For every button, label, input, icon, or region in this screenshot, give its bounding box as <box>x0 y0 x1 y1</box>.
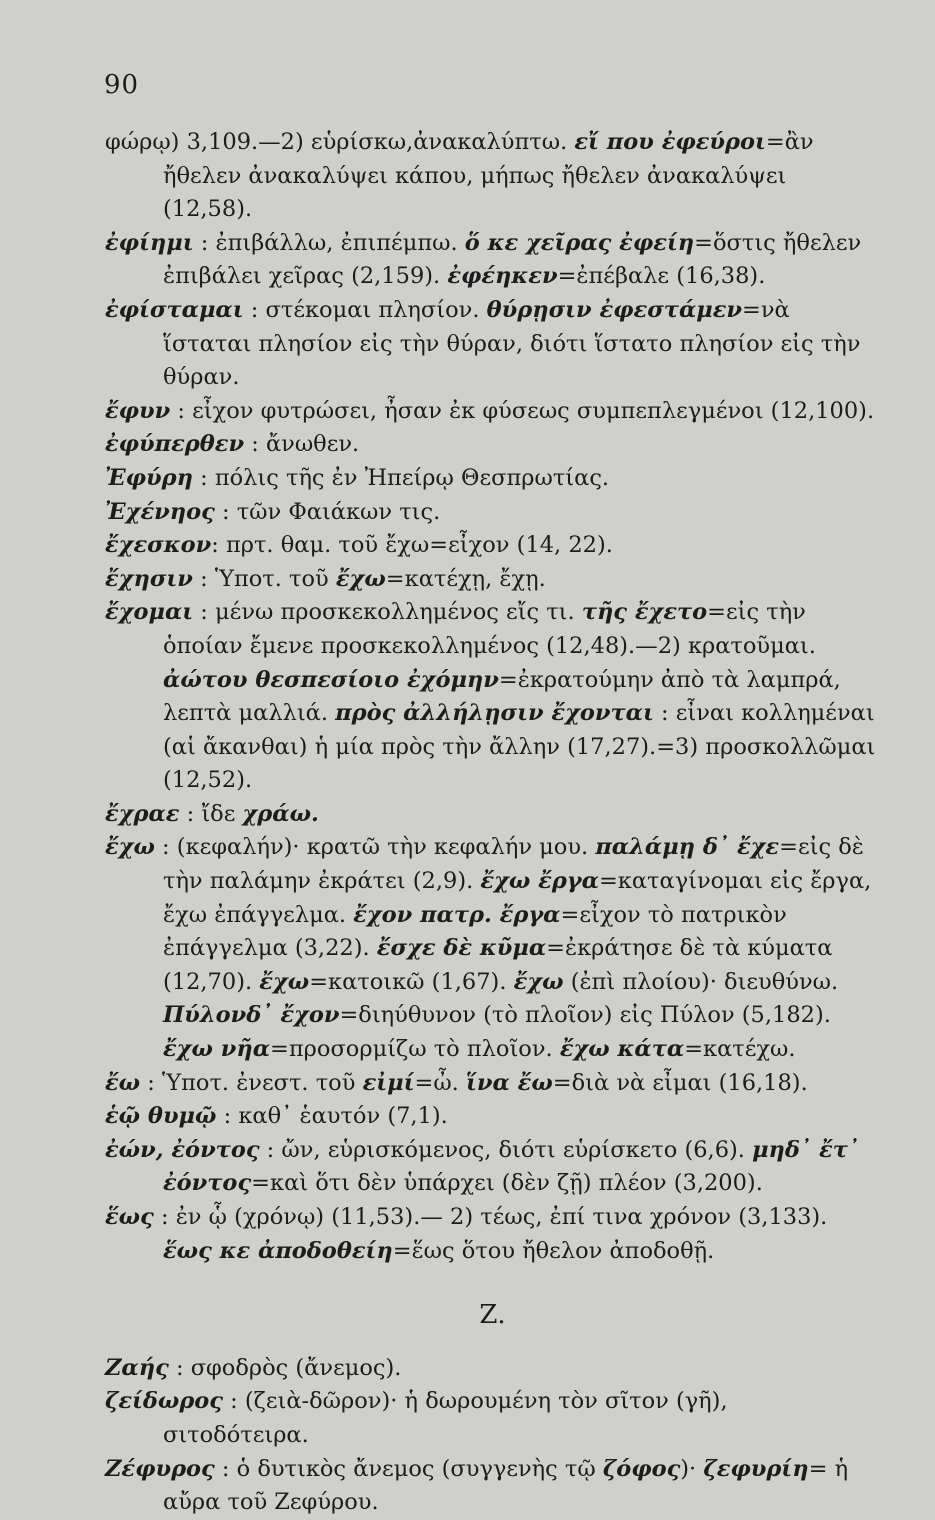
quoted-phrase: ἔχον πατρ. ἔργα <box>353 901 561 928</box>
headword: ἔχω <box>105 834 155 861</box>
definition-text: =νὰ ἵσταται πλησίον εἰς τὴν θύραν, διότι ἵστατο πλησίον εἰς τὴν θύραν. <box>163 296 861 391</box>
dictionary-entry <box>105 798 880 832</box>
definition-text: )· <box>680 1455 704 1482</box>
dictionary-entry <box>105 529 880 563</box>
definition-text: : σφοδρὸς (ἄνεμος). <box>168 1354 402 1381</box>
definition-text: : εἶναι κολλημέναι (αἱ ἄκανθαι) ἡ μία πρὸς τὴν ἄλλην (17,27).=3) προσκολλῶμαι (12,52). <box>163 700 876 794</box>
quoted-phrase: ὅ κε χεῖρας ἐφείη <box>464 229 695 256</box>
headword: Ζέφυρος <box>105 1455 215 1482</box>
definition-text: : τῶν Φαιάκων τις. <box>214 498 441 525</box>
definition-text: =εἰς δὲ τὴν παλάμην ἐκράτει (2,9). <box>163 834 864 895</box>
quoted-phrase: ζεφυρίη <box>703 1455 809 1482</box>
headword: ἐών, ἐόντος <box>105 1136 260 1163</box>
definition-text: =ἐκρατούμην ἀπὸ τὰ λαμπρά, λεπτὰ μαλλιά. <box>163 666 841 727</box>
text-block <box>105 126 880 1520</box>
quoted-phrase: Πύλονδ᾽ ἔχον <box>163 1002 340 1029</box>
headword: Ἐχένηος <box>105 498 215 525</box>
dictionary-entry <box>105 1067 880 1101</box>
headword: ἐφίσταμαι <box>105 296 244 323</box>
definition-text: : ἴδε <box>179 800 243 827</box>
definition-text: =εἰς τὴν ὁποίαν ἔμενε προσκεκολλημένος (12,48).—2) κρατοῦμαι. <box>163 599 816 659</box>
dictionary-entry <box>105 126 880 227</box>
dictionary-entry <box>105 294 880 395</box>
quoted-phrase: ἔχω ἔργα <box>480 868 599 895</box>
quoted-phrase: ἀώτου θεσπεσίοιο ἐχόμην <box>163 666 499 693</box>
headword: ζείδωρος <box>105 1388 223 1415</box>
quoted-phrase: τῆς ἔχετο <box>581 599 708 626</box>
headword: ἐφύπερθεν <box>105 431 245 458</box>
quoted-phrase: ἔχω νῆα <box>163 1036 271 1063</box>
headword: ἔχεσκον <box>105 532 212 559</box>
quoted-phrase: μηδ᾽ ἔτ᾽ ἐόντος <box>163 1136 860 1197</box>
quoted-phrase: ἔχω <box>335 565 386 592</box>
headword: ἔχησιν <box>105 565 193 592</box>
headword: Ζαής <box>105 1354 169 1381</box>
letter-heading: Ζ. <box>479 1300 506 1331</box>
quoted-phrase: ζόφος <box>602 1455 681 1482</box>
quoted-phrase: χράω. <box>242 800 319 827</box>
entries-epsilon <box>105 126 880 1268</box>
definition-text: : πόλις τῆς ἐν Ἠπείρῳ Θεσπρωτίας. <box>192 464 610 491</box>
definition-text: =διὰ νὰ εἶμαι (16,18). <box>552 1069 808 1096</box>
dictionary-entry <box>105 1453 880 1520</box>
dictionary-entry <box>105 496 880 530</box>
definition-text: : ἐν ᾧ (χρόνῳ) (11,53).— 2) τέως, ἐπί τινα χρόνον (3,133). <box>153 1204 828 1230</box>
entries-zeta <box>105 1352 880 1520</box>
quoted-phrase: παλάμῃ δ᾽ ἔχε <box>595 834 780 861</box>
definition-text: =καὶ ὅτι δὲν ὑπάρχει (δὲν ζῇ) πλέον (3,200). <box>251 1170 763 1197</box>
quoted-phrase: ἔχω <box>259 968 310 995</box>
definition-text: =καταγίνομαι εἰς ἔργα, ἔχω ἐπάγγελμα. <box>163 868 872 928</box>
dictionary-entry <box>105 1352 880 1386</box>
quoted-phrase: ἔχω <box>513 968 564 995</box>
definition-text: =κατοικῶ (1,67). <box>309 968 514 995</box>
definition-text: : ἄνωθεν. <box>244 431 360 458</box>
definition-text: =ἕως ὅτου ἤθελον ἀποδοθῇ. <box>392 1237 715 1264</box>
definition-text: =ἐπέβαλε (16,38). <box>557 263 766 290</box>
dictionary-entry <box>105 831 880 1066</box>
definition-text: =ὅστις ἤθελεν ἐπιβάλει χεῖρας (2,159). <box>163 229 862 290</box>
headword: ἔχραε <box>105 800 180 827</box>
definition-text: : ὁ δυτικὸς ἄνεμος (συγγενὴς τῷ <box>214 1455 603 1482</box>
quoted-phrase: ἔσχε δὲ κῦμα <box>376 935 547 962</box>
quoted-phrase: θύρῃσιν ἐφεστάμεν <box>486 296 743 323</box>
headword: ἕως <box>105 1204 154 1230</box>
definition-text: =διηύθυνον (τὸ πλοῖον) εἰς Πύλον (5,182). <box>339 1002 831 1029</box>
dictionary-entry <box>105 227 880 294</box>
definition-text: =κατέχω. <box>684 1036 796 1063</box>
definition-text: : ὤν, εὑρισκόμενος, διότι εὑρίσκετο (6,6). <box>259 1136 753 1163</box>
dictionary-entry <box>105 462 880 496</box>
headword: ἐφίημι <box>105 229 194 256</box>
definition-text: : (ζειὰ-δῶρον)· ἡ δωρουμένη τὸν σῖτον (γῆ), σιτοδότειρα. <box>163 1388 728 1448</box>
dictionary-entry <box>105 1134 880 1201</box>
headword: ἑῷ θυμῷ <box>105 1103 217 1130</box>
dictionary-entry <box>105 563 880 597</box>
dictionary-entry <box>105 596 880 798</box>
quoted-phrase: εἰμί <box>362 1069 415 1096</box>
definition-text: : εἶχον φυτρώσει, ἦσαν ἐκ φύσεως συμπεπλεγμένοι (12,100). <box>170 397 875 424</box>
quoted-phrase: ἕως κε ἀποδοθείη <box>163 1237 393 1264</box>
dictionary-entry <box>105 395 880 429</box>
definition-text: : Ὑποτ. ἐνεστ. τοῦ <box>140 1069 363 1096</box>
definition-text: : (κεφαλήν)· κρατῶ τὴν κεφαλήν μου. <box>154 834 596 861</box>
headword: Ἐφύρη <box>105 464 193 491</box>
definition-text: =ὦ. <box>414 1069 466 1096</box>
definition-text: =προσορμίζω τὸ πλοῖον. <box>270 1036 560 1063</box>
definition-text: : καθ᾽ ἑαυτόν (7,1). <box>216 1103 448 1130</box>
definition-text: : ἐπιβάλλω, ἐπιπέμπω. <box>193 229 465 256</box>
page-number: 90 <box>104 70 140 100</box>
quoted-phrase: ἐφέηκεν <box>447 263 558 290</box>
dictionary-entry <box>105 428 880 462</box>
definition-text: : πρτ. θαμ. τοῦ ἔχω=εἶχον (14, 22). <box>211 532 613 559</box>
headword: ἔχομαι <box>105 599 194 626</box>
definition-text: =ἐκράτησε δὲ τὰ κύματα (12,70). <box>163 935 833 995</box>
quoted-phrase: εἴ που ἐφεύροι <box>574 129 766 155</box>
definition-text: φώρῳ) 3,109.—2) εὑρίσκω,ἀνακαλύπτω. <box>105 129 575 155</box>
headword: ἔφυν <box>105 397 171 424</box>
quoted-phrase: πρὸς ἀλλήλῃσιν ἔχονται <box>335 700 654 727</box>
definition-text: : Ὑποτ. τοῦ <box>192 565 336 592</box>
dictionary-entry <box>105 1201 880 1268</box>
dictionary-entry <box>105 1100 880 1134</box>
definition-text: : μένω προσκεκολλημένος εἴς τι. <box>193 599 582 626</box>
definition-text: = ἡ αὔρα τοῦ Ζεφύρου. <box>163 1455 849 1516</box>
headword: ἔω <box>105 1069 141 1096</box>
definition-text: : στέκομαι πλησίον. <box>243 296 487 323</box>
definition-text: =εἶχον τὸ πατρικὸν ἐπάγγελμα (3,22). <box>163 901 787 962</box>
quoted-phrase: ἵνα ἔω <box>466 1069 553 1096</box>
definition-text: =ἂν ἤθελεν ἀνακαλύψει κάπου, μήπως ἤθελεν ἀνακαλύψει (12,58). <box>163 129 814 223</box>
definition-text: =κατέχῃ, ἔχῃ. <box>385 565 546 592</box>
dictionary-entry <box>105 1385 880 1452</box>
quoted-phrase: ἔχω κάτα <box>559 1036 685 1063</box>
definition-text: (ἐπὶ πλοίου)· διευθύνω. <box>563 968 839 995</box>
